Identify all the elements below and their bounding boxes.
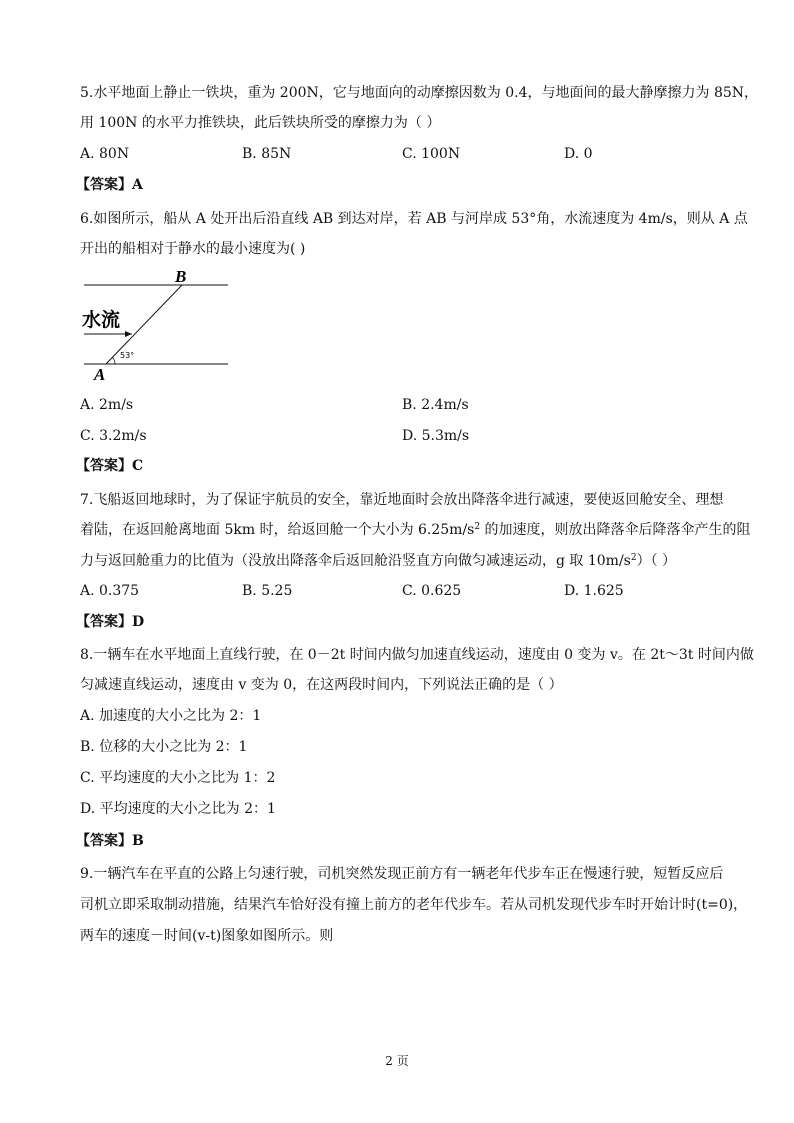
q8-answer: 【答案】B bbox=[76, 833, 144, 849]
q6-stem-line1: 6.如图所示，船从 A 处开出后沿直线 AB 到达对岸，若 AB 与河岸成 53°角，水流速度为 4m/s，则从 A 点 bbox=[80, 211, 748, 227]
q6-option-d: D. 5.3m/s bbox=[402, 428, 470, 444]
q9-stem-line1: 9.一辆汽车在平直的公路上匀速行驶，司机突然发现正前方有一辆老年代步车正在慢速行驶，短暂反应后 bbox=[80, 866, 724, 882]
flow-label: 水流 bbox=[82, 309, 121, 331]
flow-arrow-head bbox=[125, 331, 132, 337]
q8-option-c: C. 平均速度的大小之比为 1：2 bbox=[80, 770, 276, 786]
q8-stem-line1: 8.一辆车在水平地面上直线行驶，在 0－2t 时间内做匀加速直线运动，速度由 0 变为 v。在 2t～3t 时间内做 bbox=[80, 647, 754, 663]
q7-stem-line2: 着陆，在返回舱离地面 5km 时，给返回舱一个大小为 $6.25m/s^2$ 的加速度，则放出降落伞后降落伞产生的阻 bbox=[80, 522, 751, 538]
q8-option-a: A. 加速度的大小之比为 2：1 bbox=[80, 708, 262, 724]
q8-stem-line2: 匀减速直线运动，速度由 v 变为 0，在这两段时间内，下列说法正确的是（ ） bbox=[80, 677, 563, 693]
q5-stem-line1: 5.水平地面上静止一铁块，重为 200N，它与地面向的动摩擦因数为 0.4，与地面间的最大静摩擦力为 85N， bbox=[80, 85, 759, 101]
river-crossing-diagram bbox=[80, 266, 230, 384]
angle-arc bbox=[112, 357, 115, 364]
q7-stem-line1: 7.飞船返回地球时，为了保证宇航员的安全，靠近地面时会放出降落伞进行减速，要使返回舱安全、理想 bbox=[80, 492, 724, 508]
q9-stem-line3: 两车的速度－时间(v-t)图象如图所示。则 bbox=[80, 928, 334, 944]
q7-option-b: B. 5.25 bbox=[242, 583, 293, 599]
q7-option-d: D. 1.625 bbox=[564, 583, 624, 599]
q9-stem-line2: 司机立即采取制动措施，结果汽车恰好没有撞上前方的老年代步车。若从司机发现代步车时开始计时(t=0)， bbox=[80, 897, 748, 913]
label-b: B bbox=[175, 267, 187, 286]
q5-option-c: C. 100N bbox=[402, 146, 461, 162]
q7-stem-line3: 力与返回舱重力的比值为（没放出降落伞后返回舱沿竖直方向做匀减速运动，g 取 $10m/s^2$）（ ） bbox=[80, 553, 677, 569]
q8-option-d: D. 平均速度的大小之比为 2：1 bbox=[80, 801, 276, 817]
q5-option-a: A. 80N bbox=[80, 146, 130, 162]
q6-answer: 【答案】C bbox=[76, 458, 144, 474]
q5-option-b: B. 85N bbox=[242, 146, 292, 162]
q7-option-c: C. 0.625 bbox=[402, 583, 462, 599]
q6-stem-line2: 开出的船相对于静水的最小速度为( ) bbox=[80, 241, 306, 257]
q5-stem-line2: 用 100N 的水平力推铁块，此后铁块所受的摩擦力为（ ） bbox=[80, 115, 441, 131]
q5-answer: 【答案】A bbox=[76, 177, 143, 193]
angle-label: 53° bbox=[120, 351, 135, 360]
q5-option-d: D. 0 bbox=[564, 146, 593, 162]
q6-option-b: B. 2.4m/s bbox=[402, 397, 469, 413]
label-a: A bbox=[94, 365, 106, 384]
q7-answer: 【答案】D bbox=[76, 614, 145, 630]
q6-option-a: A. 2m/s bbox=[80, 397, 134, 413]
q8-option-b: B. 位移的大小之比为 2：1 bbox=[80, 739, 248, 755]
q6-option-c: C. 3.2m/s bbox=[80, 428, 147, 444]
page-number: 2 页 bbox=[385, 1054, 409, 1068]
q7-option-a: A. 0.375 bbox=[80, 583, 140, 599]
